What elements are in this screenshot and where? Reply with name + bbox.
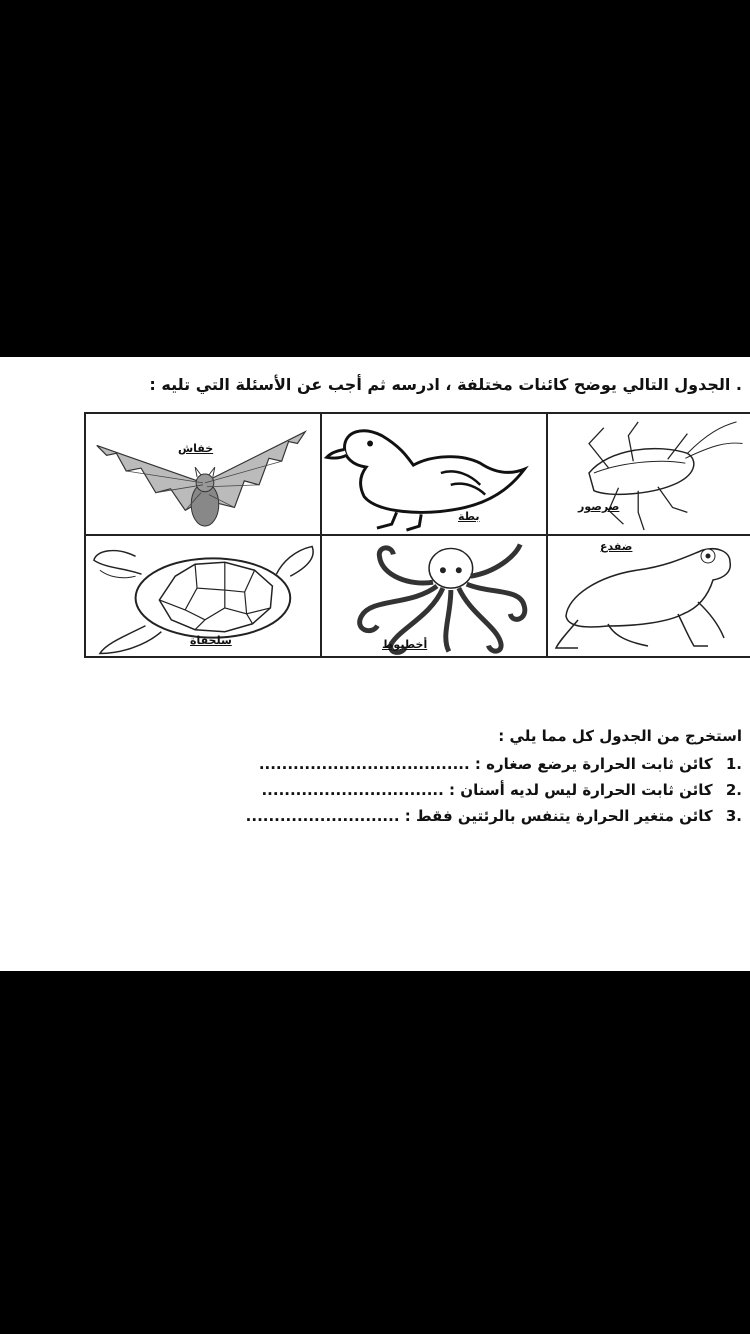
question-number: .1 (725, 755, 742, 773)
question-text: كائن متغير الحرارة يتنفس بالرئتين فقط : (404, 807, 713, 825)
label-turtle: سلحفاة (190, 634, 232, 647)
table-cell-bat (86, 414, 322, 536)
bat-icon (86, 414, 320, 534)
table-cell-cockroach (548, 414, 750, 536)
cockroach-icon (548, 414, 750, 534)
table-cell-frog (548, 536, 750, 658)
frog-icon (548, 536, 750, 658)
label-octopus: أخطبوط (382, 638, 428, 651)
table-cell-duck (322, 414, 548, 536)
questions-section (246, 727, 742, 833)
questions-heading: استخرج من الجدول كل مما يلي : (498, 727, 742, 745)
question-number: .2 (725, 781, 742, 799)
label-cockroach: صرصور (578, 500, 620, 513)
question-text: كائن ثابت الحرارة ليس لديه أسنان : (449, 781, 713, 799)
question-item (246, 755, 742, 773)
label-frog: ضفدع (600, 540, 633, 553)
label-duck: بطة (458, 510, 480, 523)
duck-icon (322, 414, 546, 534)
question-text: كائن ثابت الحرارة يرضع صغاره : (474, 755, 713, 773)
question-item (246, 807, 742, 825)
answer-blank: ..................................... (258, 755, 470, 773)
octopus-icon (322, 536, 546, 658)
organisms-table (84, 412, 750, 658)
instruction-text: . الجدول التالي يوضح كائنات مختلفة ، ادرسه ثم أجب عن الأسئلة التي تليه : (149, 375, 742, 394)
answer-blank: ................................ (261, 781, 444, 799)
question-number: .3 (725, 807, 742, 825)
label-bat: خفاش (178, 442, 214, 455)
answer-blank: ........................... (245, 807, 400, 825)
table-cell-octopus (322, 536, 548, 658)
table-cell-turtle (86, 536, 322, 658)
question-item (246, 781, 742, 799)
worksheet (0, 357, 750, 971)
